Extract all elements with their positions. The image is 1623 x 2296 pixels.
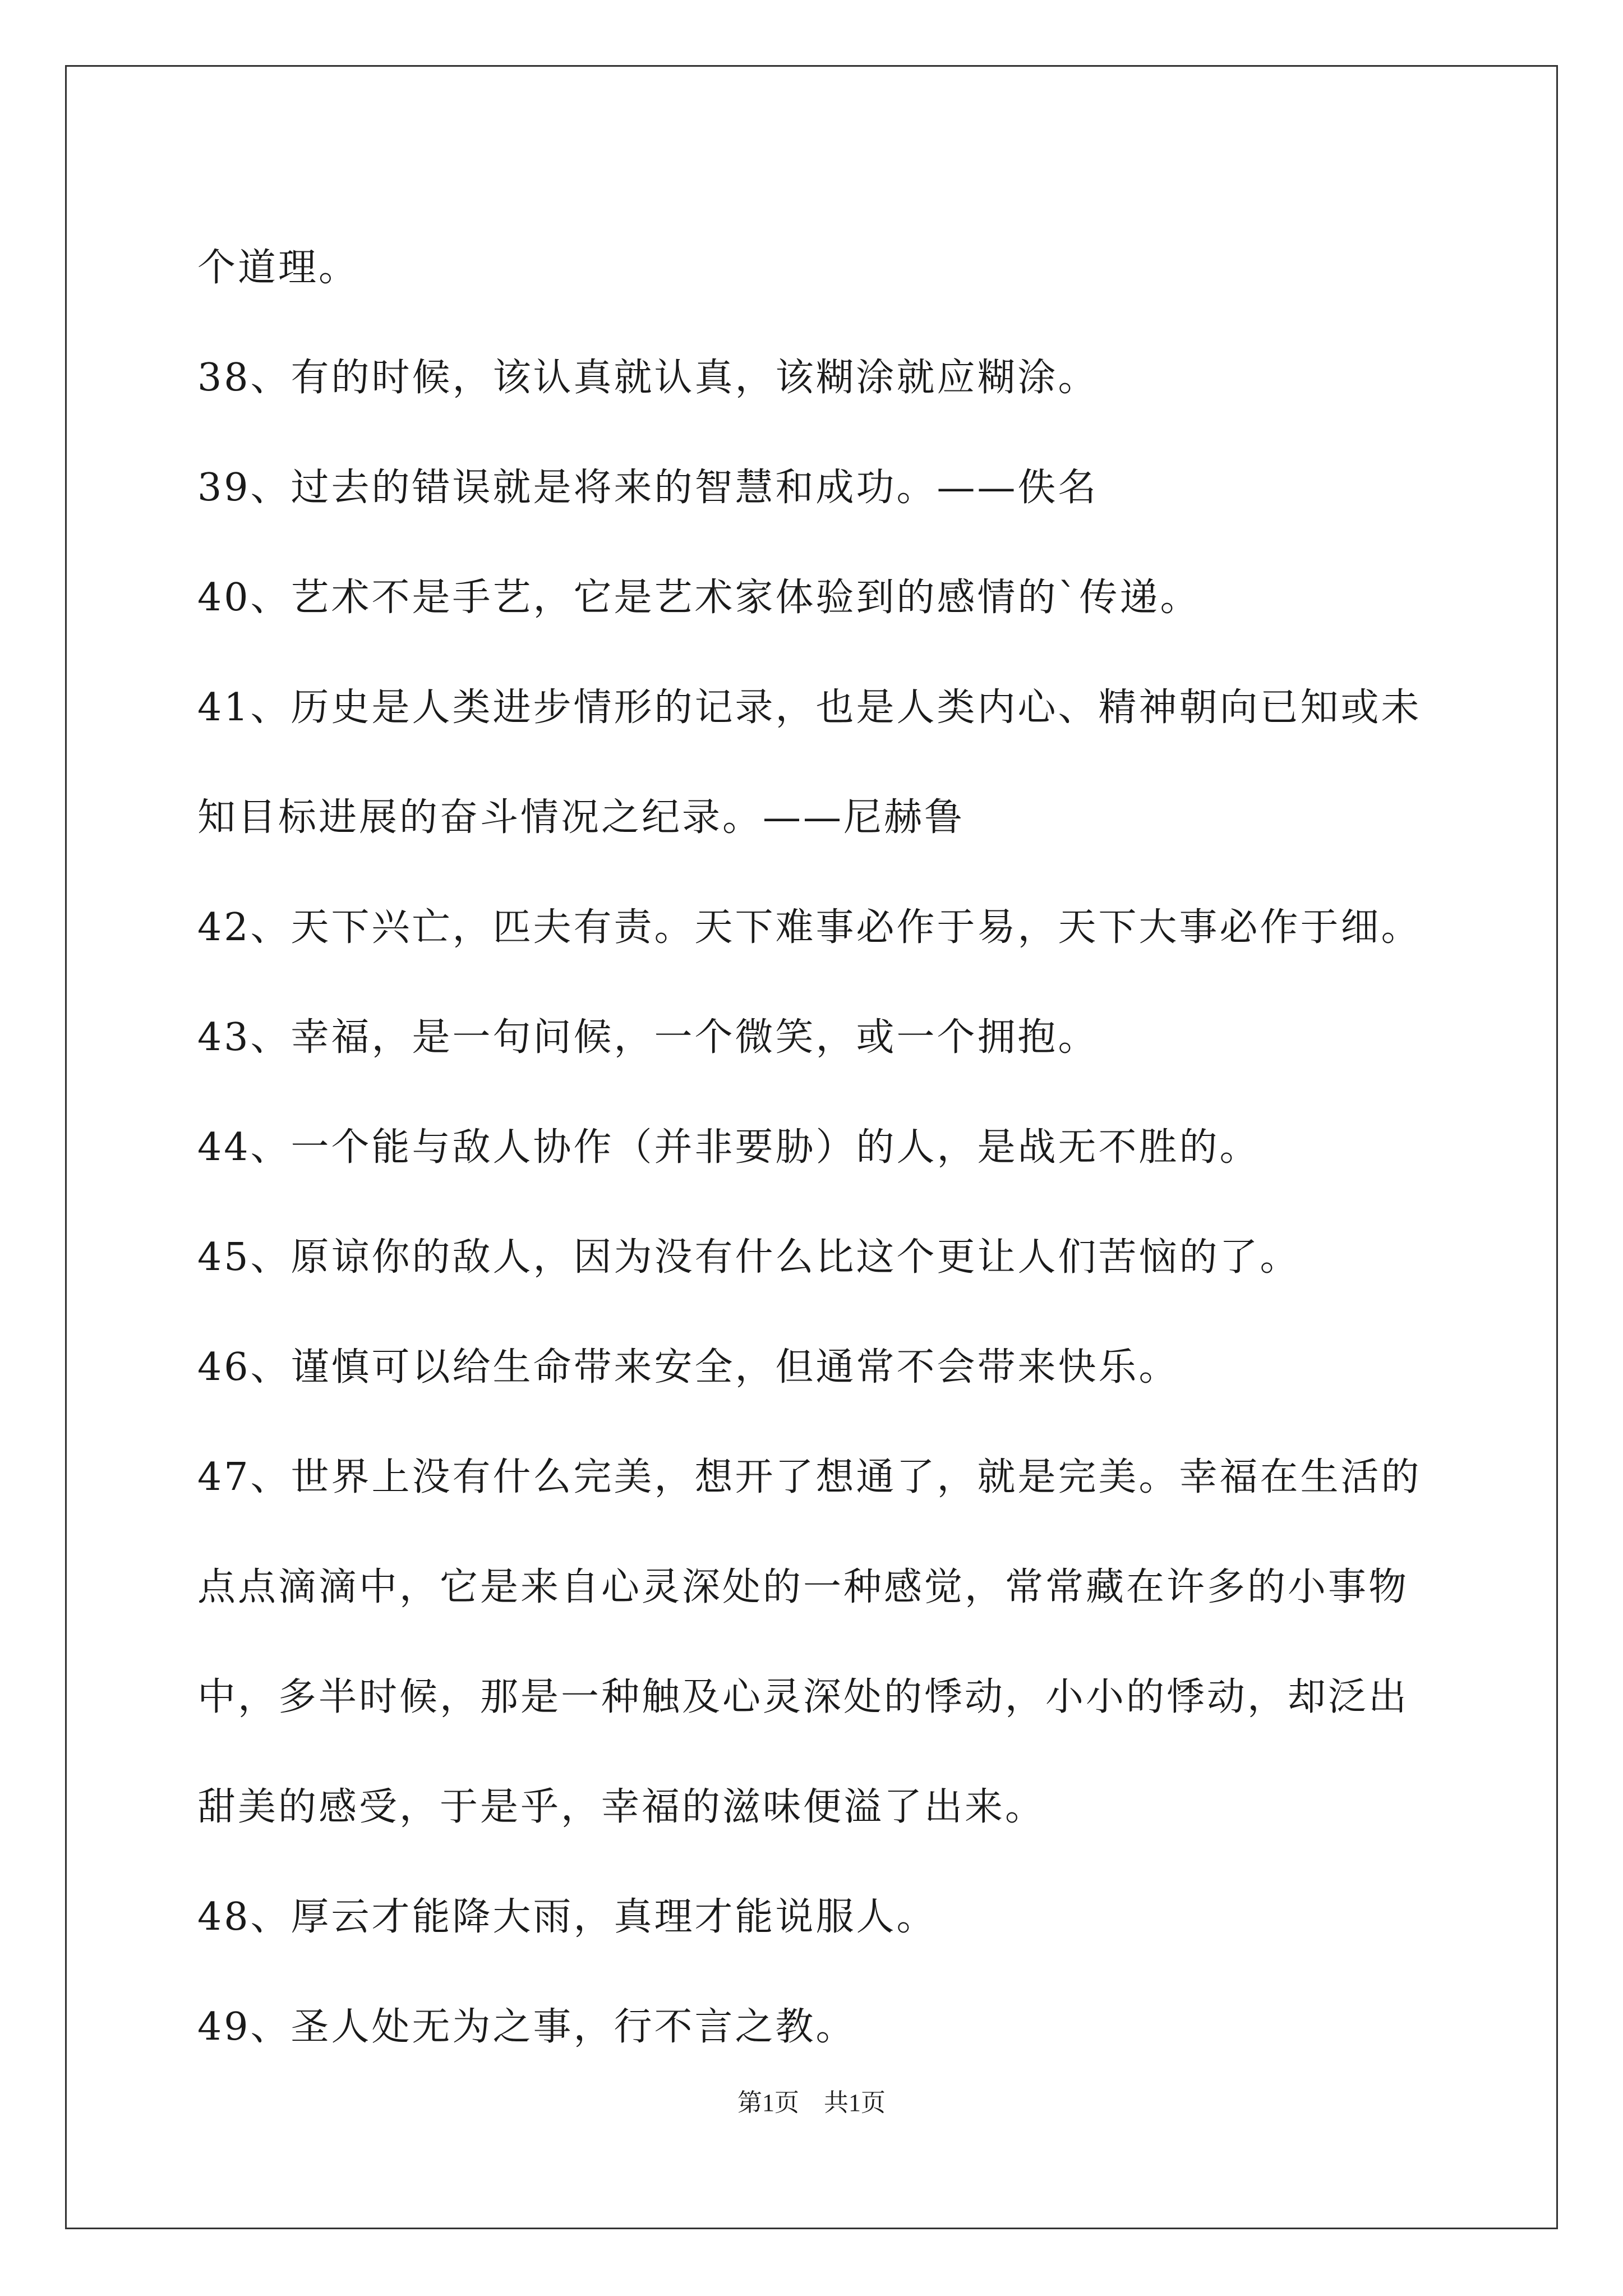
text-line: 40、艺术不是手艺，它是艺术家体验到的感情的`传递。 [197,576,1201,620]
document-body [197,213,1431,2082]
text-line: 43、幸福，是一句问候，一个微笑，或一个拥抱。 [197,1015,1099,1060]
text-line: 44、一个能与敌人协作（并非要胁）的人，是战无不胜的。 [197,1125,1260,1170]
text-line: 46、谨慎可以给生命带来安全，但通常不会带来快乐。 [197,1345,1179,1389]
text-line: 知目标进展的奋斗情况之纪录。——尼赫鲁 [197,795,965,840]
text-line: 39、过去的错误就是将来的智慧和成功。——佚名 [197,466,1099,510]
text-line: 42、天下兴亡，匹夫有责。天下难事必作于易，天下大事必作于细。 [197,905,1422,950]
text-line: 45、原谅你的敌人，因为没有什么比这个更让人们苦恼的了。 [197,1235,1301,1280]
page-footer: 第1页 共1页 [737,2089,886,2116]
text-line: 个道理。 [197,246,359,290]
text-line: 49、圣人处无为之事，行不言之教。 [197,2005,856,2049]
text-line: 点点滴滴中，它是来自心灵深处的一种感觉，常常藏在许多的小事物 [197,1565,1409,1609]
text-line: 38、有的时候，该认真就认真，该糊涂就应糊涂。 [197,356,1099,400]
text-line: 47、世界上没有什么完美，想开了想通了，就是完美。幸福在生活的 [197,1455,1422,1499]
text-line: 甜美的感受，于是乎，幸福的滋味便溢了出来。 [197,1785,1046,1829]
text-line: 41、历史是人类进步情形的记录，也是人类内心、精神朝向已知或未 [197,685,1422,730]
text-line: 48、厚云才能降大雨，真理才能说服人。 [197,1895,937,1939]
text-line: 中，多半时候，那是一种触及心灵深处的悸动，小小的悸动，却泛出 [197,1675,1409,1719]
